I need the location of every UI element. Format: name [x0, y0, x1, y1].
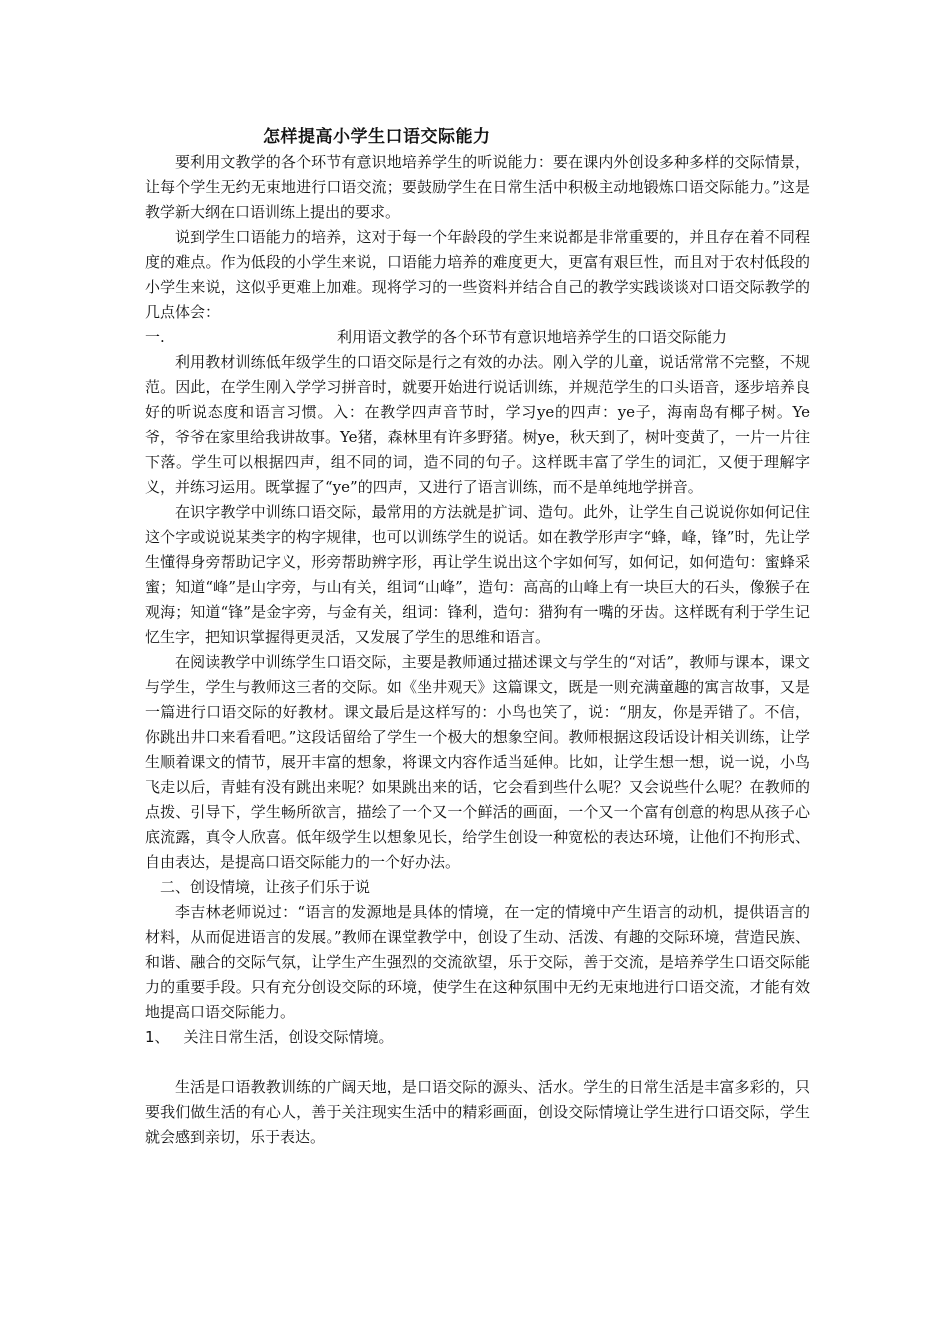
paragraph-reading-training: 在阅读教学中训练学生口语交际，主要是教师通过描述课文与学生的“对话”，教师与课本，课文与学生，学生与教师这三者的交际。如《坐井观天》这篇课文，既是一则充满童趣的寓言故事，又是一篇进行口语交际的好教材。课文最后是这样写的：小鸟也笑了，说：“朋友，你是弄错了。不信，你跳出井口来看看吧。”这段话留给了学生一个极大的想象空间。教师根据这段话设计相关训练，让学生顺着课文的情节，展开丰富的想象，将课文内容作适当延伸。比如，让学生想一想，说一说，小鸟飞走以后，青蛙有没有跳出来呢？如果跳出来的话，它会看到些什么呢？又会说些什么呢？在教师的点拨、引导下，学生畅所欲言，描绘了一个又一个鲜活的画面，一个又一个富有创意的构思从孩子心底流露，真令人欣喜。低年级学生以想象见长，给学生创设一种宽松的表达环境，让他们不拘形式、自由表达，是提高口语交际能力的一个好办法。	[145, 653, 810, 871]
paragraph-background: 说到学生口语能力的培养，这对于每一个年龄段的学生来说都是非常重要的，并且存在着不同程度的难点。作为低段的小学生来说，口语能力培养的难度更大，更富有艰巨性，而且对于农村低段的小学生来说，这似乎更难上加难。现将学习的一些资料并结合自己的教学实践谈谈对口语交际教学的几点体会：	[145, 228, 810, 321]
subsection-heading-1	[145, 1025, 810, 1050]
document-title: 怎样提高小学生口语交际能力	[263, 127, 491, 147]
subsection-heading-1-number: 1、	[145, 1028, 170, 1046]
section-heading-1-text: 利用语文教学的各个环节有意识地培养学生的口语交际能力	[337, 328, 728, 346]
document-page	[145, 125, 810, 1150]
section-heading-1	[145, 325, 810, 350]
paragraph-intro: 要利用文教学的各个环节有意识地培养学生的听说能力：要在课内外创设多种多样的交际情景，让每个学生无约无束地进行口语交流；要鼓励学生在日常生活中积极主动地锻炼口语交际能力。”这是教学新大纲在口语训练上提出的要求。	[145, 153, 810, 221]
subsection-heading-1-text: 关注日常生活，创设交际情境。	[183, 1028, 394, 1046]
paragraph-situation: 李吉林老师说过：“语言的发源地是具体的情境，在一定的情境中产生语言的动机，提供语言的材料，从而促进语言的发展。”教师在课堂教学中，创设了生动、活泼、有趣的交际环境，营造民族、和谐、融合的交际气氛，让学生产生强烈的交流欲望，乐于交际，善于交流，是培养学生口语交际能力的重要手段。只有充分创设交际的环境，使学生在这种氛围中无约无束地进行口语交流，才能有效地提高口语交际能力。	[145, 903, 810, 1021]
blank-line	[145, 1050, 810, 1075]
section-heading-1-number: 一.	[145, 328, 165, 346]
section-heading-2: 二、创设情境，让孩子们乐于说	[160, 878, 371, 896]
paragraph-daily-life: 生活是口语教教训练的广阔天地，是口语交际的源头、活水。学生的日常生活是丰富多彩的，只要我们做生活的有心人，善于关注现实生活中的精彩画面，创设交际情境让学生进行口语交际，学生就会感到亲切，乐于表达。	[145, 1078, 810, 1146]
paragraph-literacy-training: 在识字教学中训练口语交际，最常用的方法就是扩词、造句。此外，让学生自己说说你如何记住这个字或说说某类字的构字规律，也可以训练学生的说话。如在教学形声字“蜂，峰，锋”时，先让学生懂得身旁帮助记字义，形旁帮助辨字形，再让学生说出这个字如何写，如何记，如何造句：蜜蜂采蜜；知道“峰”是山字旁，与山有关，组词“山峰”，造句：高高的山峰上有一块巨大的石头，像猴子在观海；知道“锋”是金字旁，与金有关，组词：锋利，造句：猎狗有一嘴的牙齿。这样既有利于学生记忆生字，把知识掌握得更灵活，又发展了学生的思维和语言。	[145, 503, 810, 646]
paragraph-textbook-training: 利用教材训练低年级学生的口语交际是行之有效的办法。刚入学的儿童，说话常常不完整，不规范。因此，在学生刚入学学习拼音时，就要开始进行说话训练，并规范学生的口头语音，逐步培养良好的听说态度和语言习惯。入：在教学四声音节时，学习ye的四声：ye子，海南岛有椰子树。Ye爷，爷爷在家里给我讲故事。Ye猪，森林里有许多野猪。树ye，秋天到了，树叶变黄了，一片一片往下落。学生可以根据四声，组不同的词，造不同的句子。这样既丰富了学生的词汇，又便于理解字义，并练习运用。既掌握了“ye”的四声，又进行了语言训练，而不是单纯地学拼音。	[145, 353, 810, 496]
